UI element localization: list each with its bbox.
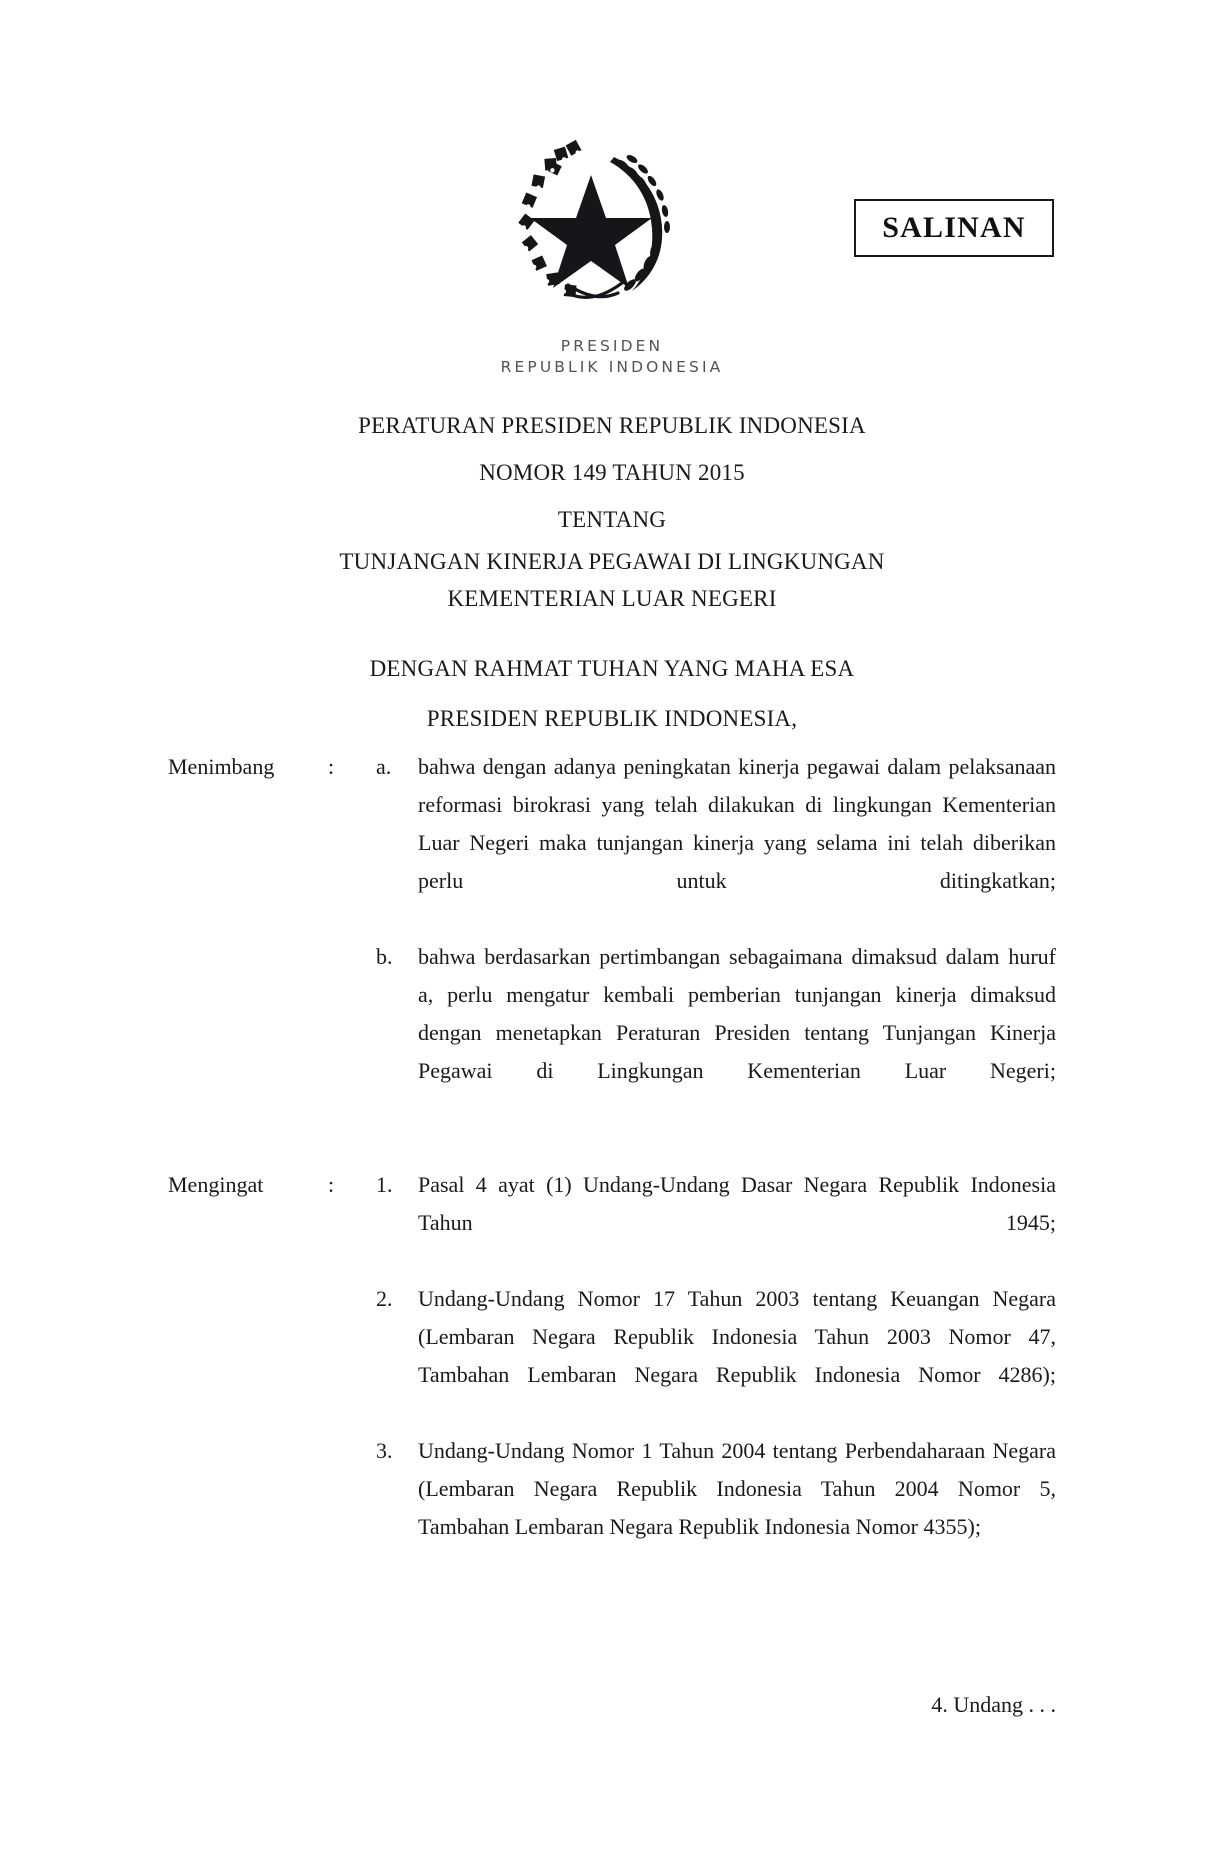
title-line-regulation: PERATURAN PRESIDEN REPUBLIK INDONESIA bbox=[358, 413, 866, 438]
list-item bbox=[376, 938, 1056, 1128]
clause-mengingat bbox=[168, 1166, 1056, 1546]
clause-label-mengingat: Mengingat bbox=[168, 1172, 264, 1197]
clause-items-mengingat bbox=[376, 1166, 1056, 1546]
item-text: Pasal 4 ayat (1) Undang-Undang Dasar Negara Republik Indonesia Tahun 1945; bbox=[418, 1172, 1056, 1235]
decree-preamble-block bbox=[162, 644, 1062, 744]
document-body bbox=[168, 748, 1056, 1546]
title-line-number: NOMOR 149 TAHUN 2015 bbox=[479, 460, 745, 485]
clause-colon-mengingat: : bbox=[328, 1172, 335, 1197]
list-item bbox=[376, 748, 1056, 938]
item-marker: b. bbox=[376, 944, 393, 969]
clause-label-menimbang: Menimbang bbox=[168, 754, 275, 779]
item-text: Undang-Undang Nomor 17 Tahun 2003 tentang Keuangan Negara (Lembaran Negara Republik Indonesia Tahun 2003 Nomor 47, Tambahan Lembaran Negara Republik Indonesia Nomor 4286); bbox=[418, 1286, 1056, 1387]
item-marker: 3. bbox=[376, 1438, 393, 1463]
salinan-stamp bbox=[854, 199, 1054, 257]
garuda-star-wreath-emblem bbox=[496, 135, 686, 315]
item-text: bahwa berdasarkan pertimbangan sebagaimana dimaksud dalam huruf a, perlu mengatur kembali pemberian tunjangan kinerja dimaksud dengan menetapkan Peraturan Presiden tentang Tunjangan Kinerja Pegawai di Lingkungan Kementerian Luar Negeri; bbox=[418, 944, 1056, 1083]
item-marker: a. bbox=[376, 754, 392, 779]
emblem-caption-line-2: REPUBLIK INDONESIA bbox=[500, 358, 724, 376]
page-continuation-note: 4. Undang . . . bbox=[931, 1692, 1056, 1717]
item-text: Undang-Undang Nomor 1 Tahun 2004 tentang Perbendaharaan Negara (Lembaran Negara Republik Indonesia Tahun 2004 Nomor 5, Tambahan Lembaran Negara Republik Indonesia Nomor 4355); bbox=[418, 1438, 1056, 1539]
subject-line-1: TUNJANGAN KINERJA PEGAWAI DI LINGKUNGAN bbox=[339, 549, 885, 574]
item-marker: 1. bbox=[376, 1172, 393, 1197]
clause-items-menimbang bbox=[376, 748, 1056, 1128]
item-marker: 2. bbox=[376, 1286, 393, 1311]
list-item bbox=[376, 1166, 1056, 1280]
emblem-caption-line-1: PRESIDEN bbox=[560, 337, 664, 355]
clause-colon-menimbang: : bbox=[328, 754, 335, 779]
decree-line-president: PRESIDEN REPUBLIK INDONESIA, bbox=[426, 706, 798, 731]
document-header bbox=[0, 0, 1224, 400]
list-item bbox=[376, 1280, 1056, 1432]
title-line-about: TENTANG bbox=[557, 507, 667, 532]
salinan-stamp-label: SALINAN bbox=[882, 211, 1026, 244]
emblem-caption bbox=[0, 336, 1224, 378]
subject-line-2: KEMENTERIAN LUAR NEGERI bbox=[447, 586, 777, 611]
item-text: bahwa dengan adanya peningkatan kinerja pegawai dalam pelaksanaan reformasi birokrasi yang telah dilakukan di lingkungan Kementerian Luar Negeri maka tunjangan kinerja yang selama ini telah diberikan perlu untuk ditingkatkan; bbox=[418, 754, 1056, 893]
clause-menimbang bbox=[168, 748, 1056, 1128]
decree-line-blessing: DENGAN RAHMAT TUHAN YANG MAHA ESA bbox=[369, 656, 855, 681]
list-item bbox=[376, 1432, 1056, 1546]
document-title-block bbox=[162, 402, 1062, 617]
